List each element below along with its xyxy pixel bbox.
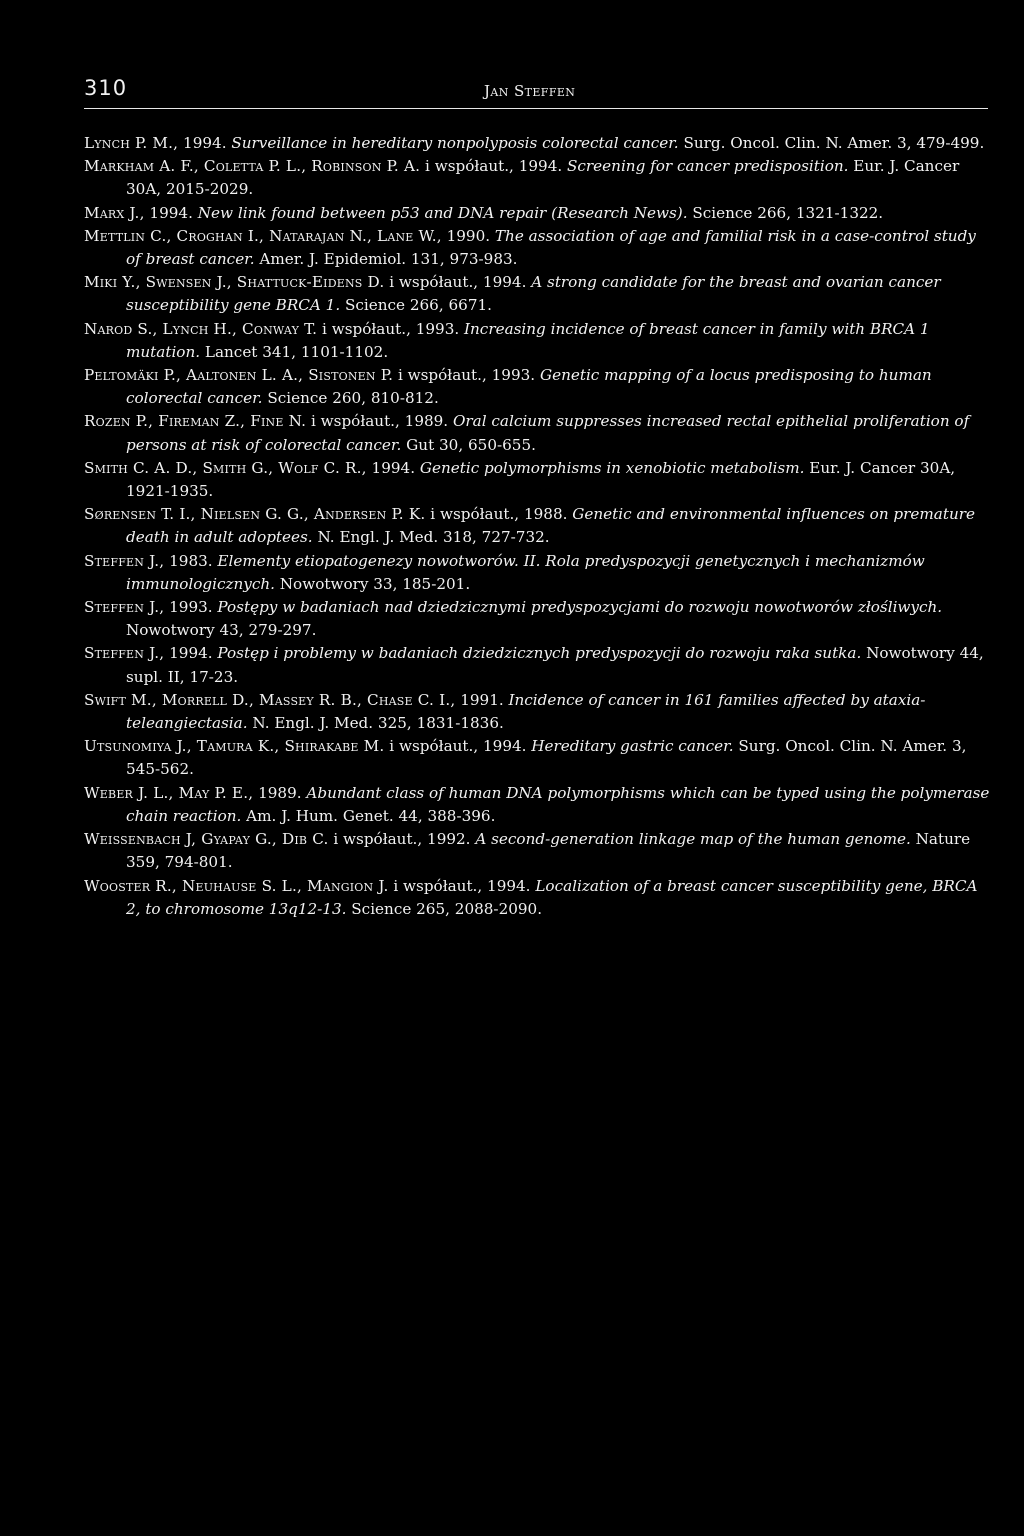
reference-year: 1983. [164,551,213,570]
reference-title: New link found between p53 and DNA repair (Research News). [192,203,688,222]
reference-year: 1993. [164,598,213,617]
reference-authors: Wooster R., Neuhause S. L., Mangion J. [84,876,389,895]
reference-authors: Swift M., Morrell D., Massey R. B., Chase C. I., [84,690,456,709]
reference-year: 1991. [455,690,504,709]
reference-title: Incidence of cancer in 161 families affected by ataxia-teleangiectasia. [126,690,926,733]
reference-entry [84,155,994,201]
reference-entry [84,132,994,155]
page-number: 310 [84,76,128,100]
reference-year: i współaut., 1988. [425,505,568,524]
reference-entry [84,271,994,317]
reference-source: Eur. J. Cancer 30A, 2015-2029. [126,157,960,199]
page-header [84,74,988,109]
reference-entry [84,364,994,410]
reference-title: Genetic mapping of a locus predisposing to human colorectal cancer. [126,366,932,408]
reference-entry [84,875,994,921]
reference-year: 1989. [253,783,302,802]
reference-authors: Mettlin C., Croghan I., Natarajan N., Lane W., [84,226,442,245]
reference-authors: Lynch P. M., [84,134,179,152]
reference-source: Nowotwory 43, 279-297. [126,621,317,640]
reference-source: Science 265, 2088-2090. [346,899,543,918]
reference-authors: Narod S., Lynch H., Conway T. [84,319,318,338]
reference-title: Abundant class of human DNA polymorphisms which can be typed using the polymerase chain reaction. [126,783,990,825]
reference-authors: Steffen J., [84,644,165,663]
reference-title: Postęp i problemy w badaniach dziedzicznych predyspozycji do rozwoju raka sutka. [212,644,862,663]
reference-source: Surg. Oncol. Clin. N. Amer. 3, 545-562. [126,737,967,779]
reference-year: 1994. [164,644,213,663]
reference-source: Lancet 341, 1101-1102. [200,342,389,361]
reference-entry [84,202,994,225]
reference-entry [84,503,994,549]
reference-title: Genetic and environmental influences on premature death in adult adoptees. [126,505,975,547]
reference-entry [84,225,994,271]
reference-source: Nowotwory 44, supl. II, 17-23. [126,644,984,686]
reference-year: 1994. [178,134,227,152]
reference-source: Science 266, 6671. [340,296,492,315]
reference-year: i współaut., 1993. [393,366,536,385]
reference-year: 1994. [366,458,416,477]
reference-source: Amer. J. Epidemiol. 131, 973-983. [254,250,518,269]
reference-authors: Marx J., [84,203,145,222]
reference-entry [84,410,994,456]
reference-year: i współaut., 1994. [384,273,527,292]
reference-title: Postępy w badaniach nad dziedzicznymi predyspozycjami do rozwoju nowotworów złośliwych. [212,598,943,617]
reference-title: Screening for cancer predisposition. [562,157,849,176]
reference-year: 1990. [441,226,491,245]
reference-year: i współaut., 1994. [384,737,527,756]
reference-title: Genetic polymorphisms in xenobiotic metabolism. [415,458,805,477]
reference-year: i współaut., 1993. [317,319,460,338]
reference-authors: Smith C. A. D., Smith G., Wolf C. R., [84,458,367,477]
reference-authors: Miki Y., Swensen J., Shattuck-Eidens D. [84,273,385,292]
reference-source: N. Engl. J. Med. 318, 727-732. [312,528,550,547]
reference-entry [84,735,994,781]
reference-source: N. Engl. J. Med. 325, 1831-1836. [247,714,504,733]
reference-entry [84,642,994,688]
reference-title: Elementy etiopatogenezy nowotworów. II. Rola predyspozycji genetycznych i mechanizmów immunologicznych. [126,551,925,593]
reference-year: i współaut., 1994. [388,876,531,895]
reference-source: Gut 30, 650-655. [401,435,536,454]
reference-list [84,132,994,921]
reference-source: Nature 359, 794-801. [126,830,971,872]
reference-authors: Steffen J., [84,551,165,570]
reference-source: Science 260, 810-812. [262,389,439,408]
reference-entry [84,689,994,735]
reference-source: Science 266, 1321-1322. [687,203,884,222]
reference-source: Am. J. Hum. Genet. 44, 388-396. [241,806,496,825]
reference-title: Oral calcium suppresses increased rectal epithelial proliferation of persons at risk of colorectal cancer. [126,412,970,454]
reference-authors: Sørensen T. I., Nielsen G. G., Andersen P. K. [84,505,426,524]
reference-year: i współaut., 1994. [420,157,563,176]
reference-entry [84,318,994,364]
reference-entry [84,457,994,503]
reference-authors: Weissenbach J, Gyapay G., Dib C. [84,830,329,849]
reference-entry [84,596,994,642]
reference-entry [84,550,994,596]
reference-title: Localization of a breast cancer susceptibility gene, BRCA 2, to chromosome 13q12-13. [126,876,978,918]
reference-authors: Rozen P., Fireman Z., Fine N. [84,412,307,431]
reference-source: Surg. Oncol. Clin. N. Amer. 3, 479-499. [678,134,985,152]
reference-title: A second-generation linkage map of the human genome. [470,830,911,849]
reference-year: i współaut., 1989. [306,412,449,431]
reference-title: The association of age and familial risk in a case-control study of breast cancer. [126,226,976,269]
reference-year: i współaut., 1992. [328,830,471,849]
reference-authors: Markham A. F., Coletta P. L., Robinson P. A. [84,157,421,176]
reference-year: 1994. [144,203,193,222]
reference-authors: Steffen J., [84,598,165,617]
reference-entry [84,828,994,874]
reference-title: Increasing incidence of breast cancer in family with BRCA 1 mutation. [126,319,930,361]
running-head: Jan Steffen [484,82,576,100]
reference-source: Nowotwory 33, 185-201. [274,574,471,593]
reference-title: Surveillance in hereditary nonpolyposis colorectal cancer. [226,134,679,152]
reference-entry [84,782,994,828]
reference-authors: Utsunomiya J., Tamura K., Shirakabe M. [84,737,385,756]
reference-title: Hereditary gastric cancer. [526,737,734,756]
reference-title: A strong candidate for the breast and ovarian cancer susceptibility gene BRCA 1. [126,273,941,315]
reference-authors: Peltomäki P., Aaltonen L. A., Sistonen P. [84,366,394,385]
reference-authors: Weber J. L., May P. E., [84,783,254,802]
reference-source: Eur. J. Cancer 30A, 1921-1935. [126,458,956,501]
